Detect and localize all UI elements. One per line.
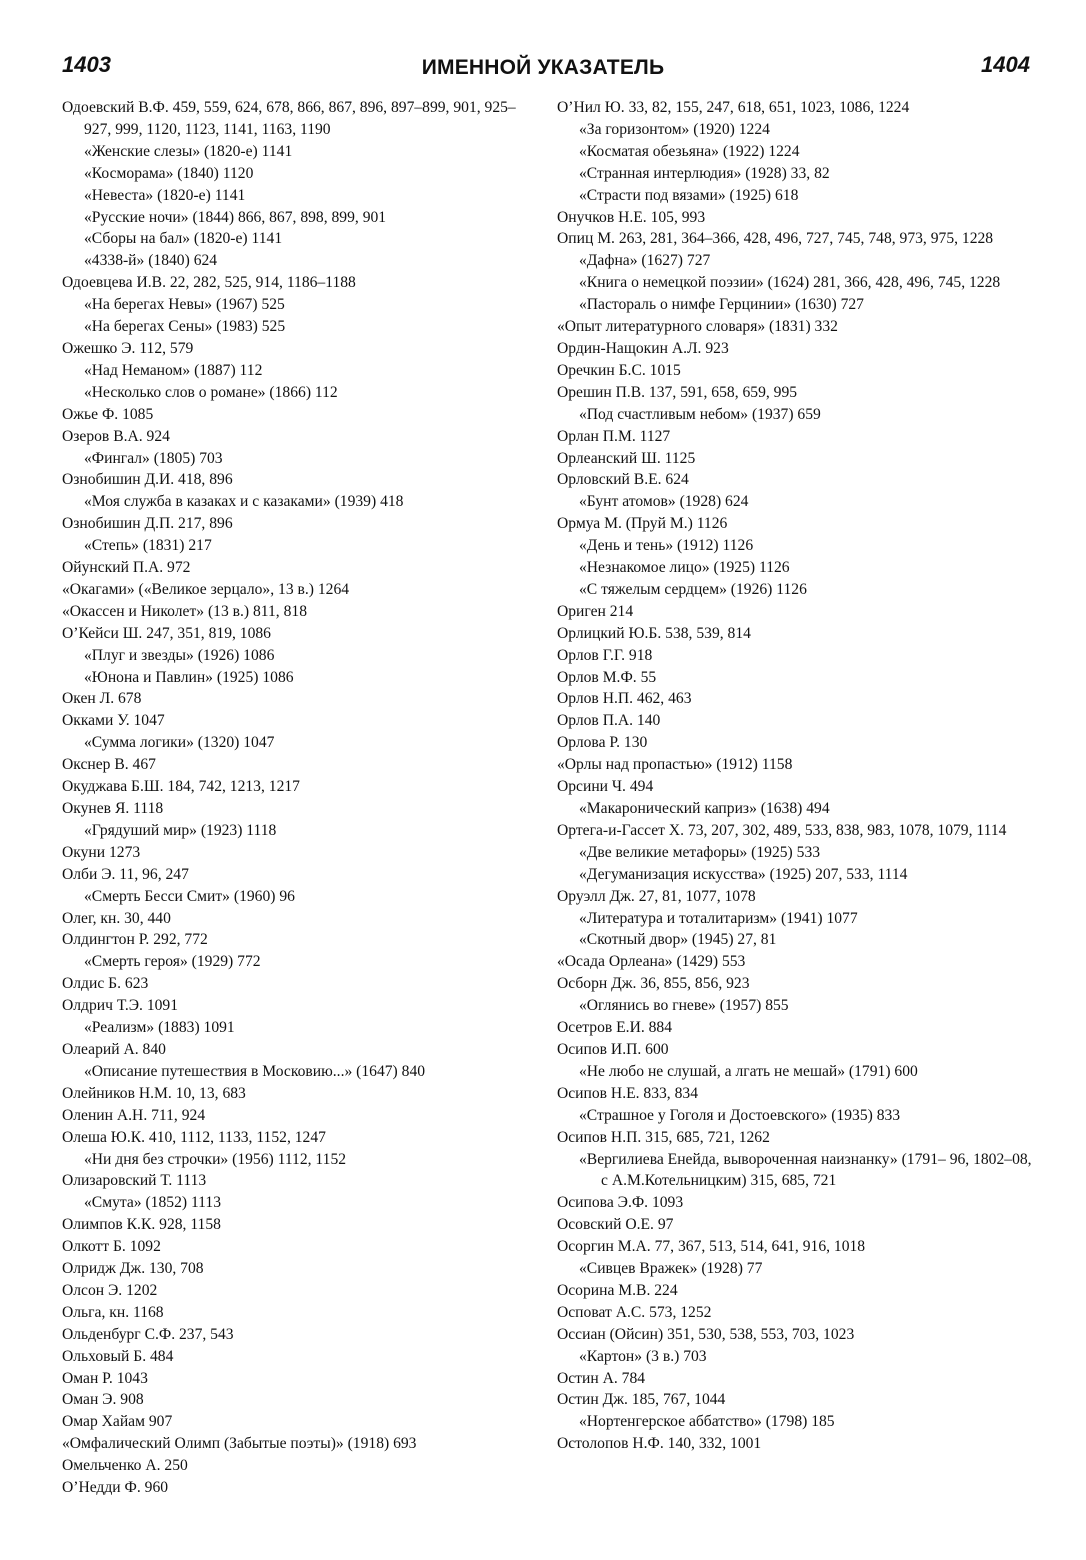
index-entry: Орлицкий Ю.Б. 538, 539, 814	[557, 624, 751, 642]
index-entry: Олдингтон Р. 292, 772	[62, 931, 208, 949]
index-entry: Осборн Дж. 36, 855, 856, 923	[557, 975, 750, 993]
index-entry: Осипов Н.Е. 833, 834	[557, 1084, 698, 1102]
index-entry: Омар Хайам 907	[62, 1413, 173, 1431]
index-subentry: «Оглянись во гневе» (1957) 855	[579, 997, 789, 1015]
index-entry: Окен Л. 678	[62, 690, 142, 708]
index-subentry: «Русские ночи» (1844) 866, 867, 898, 899, 901	[84, 208, 387, 226]
index-subentry: «Невеста» (1820-е) 1141	[84, 186, 246, 204]
index-entry: Опиц М. 263, 281, 364–366, 428, 496, 727, 745, 748, 973, 975, 1228	[557, 230, 994, 248]
index-entry: Окснер В. 467	[62, 756, 156, 774]
index-subentry: «Макаронический каприз» (1638) 494	[579, 800, 830, 817]
index-subentry: «Косморама» (1840) 1120	[84, 164, 254, 182]
index-entry: «Опыт литературного словаря» (1831) 332	[557, 318, 838, 336]
index-entry: Остин А. 784	[557, 1369, 646, 1387]
index-entry: Ольга, кн. 1168	[62, 1303, 164, 1321]
index-entry: Ольховый Б. 484	[62, 1347, 174, 1365]
index-entry: Ожешко Э. 112, 579	[62, 339, 194, 357]
index-subentry: «Описание путешествия в Московию...» (1647) 840	[84, 1062, 426, 1080]
index-entry: Ордин-Нащокин А.Л. 923	[557, 339, 729, 357]
index-entry: Олсон Э. 1202	[62, 1281, 158, 1299]
index-entry: «Осада Орлеана» (1429) 553	[557, 953, 746, 971]
page-number-left: 1403	[62, 52, 111, 77]
index-entry: Омельченко А. 250	[62, 1457, 188, 1475]
index-subentry: «4338-й» (1840) 624	[84, 252, 218, 270]
index-entry: Одоевский В.Ф. 459, 559, 624, 678, 866, 867, 896, 897–899, 901, 925–927, 999, 1120, 1123, 1141, 1163, 1190	[62, 99, 516, 138]
index-entry: Ожье Ф. 1085	[62, 405, 154, 423]
index-entry: Окуни 1273	[62, 843, 141, 861]
index-entry: Ознобишин Д.П. 217, 896	[62, 515, 233, 533]
index-subentry: «Смерть Бесси Смит» (1960) 96	[84, 887, 295, 905]
index-subentry: «Вергилиева Енейда, вывороченная наизнанку» (1791– 96, 1802–08, с А.М.Котельницким) 315, 685, 721	[579, 1150, 1032, 1190]
index-entry: Олкотт Б. 1092	[62, 1238, 161, 1256]
index-subentry: «Нортенгерское аббатство» (1798) 185	[579, 1413, 835, 1431]
index-subentry: «Не любо не слушай, а лгать не мешай» (1791) 600	[579, 1062, 918, 1080]
index-entry: Орлова Р. 130	[557, 734, 648, 752]
index-entry: Олейников Н.М. 10, 13, 683	[62, 1084, 246, 1102]
index-entry: Осовский О.Е. 97	[557, 1216, 674, 1234]
index-entry: Осипов И.П. 600	[557, 1040, 669, 1058]
index-entry: Олби Э. 11, 96, 247	[62, 865, 189, 883]
index-subentry: «Над Неманом» (1887) 112	[84, 361, 263, 379]
index-subentry: «Сумма логики» (1320) 1047	[84, 734, 275, 752]
page-title: ИМЕННОЙ УКАЗАТЕЛЬ	[421, 56, 665, 79]
index-entry: «Окассен и Николет» (13 в.) 811, 818	[62, 602, 307, 620]
index-entry: Орлов М.Ф. 55	[557, 668, 657, 686]
index-entry: Олеарий А. 840	[62, 1040, 166, 1058]
index-subentry: «Несколько слов о романе» (1866) 112	[84, 383, 338, 401]
index-subentry: «Косматая обезьяна» (1922) 1224	[579, 142, 800, 160]
index-subentry: «Книга о немецкой поэзии» (1624) 281, 366, 428, 496, 745, 1228	[579, 274, 1001, 292]
index-entry: Оленин А.Н. 711, 924	[62, 1106, 206, 1124]
index-subentry: «Ни дня без строчки» (1956) 1112, 1152	[84, 1150, 347, 1168]
index-subentry: «Скотный двор» (1945) 27, 81	[579, 931, 777, 949]
index-subentry: «Страшное у Гоголя и Достоевского» (1935) 833	[579, 1106, 901, 1124]
index-entry: Ортега-и-Гассет Х. 73, 207, 302, 489, 533, 838, 983, 1078, 1079, 1114	[557, 821, 1007, 839]
index-subentry: «С тяжелым сердцем» (1926) 1126	[579, 580, 807, 598]
index-entry: Олизаровский Т. 1113	[62, 1172, 207, 1190]
index-entry: Орсини Ч. 494	[557, 778, 654, 796]
index-subentry: «Незнакомое лицо» (1925) 1126	[579, 559, 790, 577]
index-subentry: «Фингал» (1805) 703	[84, 449, 223, 467]
index-subentry: «Странная интерлюдия» (1928) 33, 82	[579, 164, 830, 182]
index-entry: «Орлы над пропастью» (1912) 1158	[557, 756, 793, 774]
index-entry: Ознобишин Д.И. 418, 896	[62, 471, 233, 489]
index-entry: Олдис Б. 623	[62, 975, 149, 993]
index-subentry: «Литература и тоталитаризм» (1941) 1077	[579, 909, 858, 927]
index-entry: Окунев Я. 1118	[62, 800, 164, 817]
index-entry: Олридж Дж. 130, 708	[62, 1260, 204, 1278]
index-subentry: «Грядуший мир» (1923) 1118	[84, 821, 277, 839]
index-entry: Оссиан (Ойсин) 351, 530, 538, 553, 703, 1023	[557, 1325, 855, 1343]
index-entry: Ойунский П.А. 972	[62, 559, 191, 577]
index-subentry: «Бунт атомов» (1928) 624	[579, 493, 749, 511]
index-subentry: «Две великие метафоры» (1925) 533	[579, 843, 821, 861]
index-subentry: «Сборы на бал» (1820-е) 1141	[84, 230, 283, 248]
index-subentry: «За горизонтом» (1920) 1224	[579, 120, 770, 138]
index-subentry: «Степь» (1831) 217	[84, 537, 212, 555]
index-entry: Окками У. 1047	[62, 712, 165, 730]
index-entry: Орлов Г.Г. 918	[557, 646, 653, 664]
index-subentry: «Моя служба в казаках и с казаками» (1939) 418	[84, 493, 404, 511]
index-entry: «Окагами» («Великое зерцало», 13 в.) 1264	[62, 580, 350, 598]
index-entry: Окуджава Б.Ш. 184, 742, 1213, 1217	[62, 778, 300, 796]
index-subentry: «Реализм» (1883) 1091	[84, 1019, 235, 1037]
index-entry: Осоргин М.А. 77, 367, 513, 514, 641, 916, 1018	[557, 1238, 866, 1256]
index-entry: Осорина М.В. 224	[557, 1281, 678, 1299]
index-entry: Орлеанский Ш. 1125	[557, 449, 696, 467]
page-number-right: 1404	[981, 52, 1030, 77]
index-entry: Ольденбург С.Ф. 237, 543	[62, 1325, 234, 1343]
index-entry: Оруэлл Дж. 27, 81, 1077, 1078	[557, 887, 756, 905]
index-entry: Орешин П.В. 137, 591, 658, 659, 995	[557, 383, 798, 401]
index-entry: Олег, кн. 30, 440	[62, 909, 171, 927]
index-subentry: «На берегах Сены» (1983) 525	[84, 318, 286, 336]
index-entry: Олимпов К.К. 928, 1158	[62, 1216, 221, 1234]
index-entry: Онучков Н.Е. 105, 993	[557, 208, 706, 226]
index-entry: Орловский В.Е. 624	[557, 471, 689, 489]
index-entry: Остин Дж. 185, 767, 1044	[557, 1391, 726, 1409]
index-subentry: «Плуг и звезды» (1926) 1086	[84, 646, 275, 664]
index-entry: Ормуа М. (Пруй М.) 1126	[557, 515, 728, 533]
index-subentry: «Сивцев Вражек» (1928) 77	[579, 1260, 763, 1278]
index-subentry: «День и тень» (1912) 1126	[579, 537, 754, 555]
index-subentry: «На берегах Невы» (1967) 525	[84, 296, 285, 314]
index-subentry: «Картон» (3 в.) 703	[579, 1347, 707, 1365]
index-entry: Осетров Е.И. 884	[557, 1019, 673, 1037]
index-entry: О’Недди Ф. 960	[62, 1479, 169, 1497]
index-entry: Осповат А.С. 573, 1252	[557, 1303, 712, 1321]
index-entry: Орлан П.М. 1127	[557, 427, 671, 445]
index-subentry: «Пастораль о нимфе Герцинии» (1630) 727	[579, 296, 864, 314]
index-subentry: «Дафна» (1627) 727	[579, 252, 711, 270]
index-column-left	[62, 97, 540, 1499]
index-entry: Озеров В.А. 924	[62, 427, 170, 445]
index-entry: Оман Э. 908	[62, 1391, 144, 1409]
index-entry: Одоевцева И.В. 22, 282, 525, 914, 1186–1188	[62, 274, 356, 292]
index-subentry: «Смута» (1852) 1113	[84, 1194, 221, 1212]
index-subentry: «Юнона и Павлин» (1925) 1086	[84, 668, 294, 686]
index-entry: Оман Р. 1043	[62, 1369, 148, 1387]
index-entry: Осипова Э.Ф. 1093	[557, 1194, 684, 1212]
index-subentry: «Женские слезы» (1820-е) 1141	[84, 142, 293, 160]
index-entry: Орлов П.А. 140	[557, 712, 661, 730]
index-entry: Орлов Н.П. 462, 463	[557, 690, 692, 708]
index-entry: «Омфалический Олимп (Забытые поэты)» (1918) 693	[62, 1435, 417, 1453]
index-subentry: «Смерть героя» (1929) 772	[84, 953, 261, 971]
index-entry: Остолопов Н.Ф. 140, 332, 1001	[557, 1435, 762, 1453]
index-column-right	[557, 97, 1035, 1455]
index-entry: О’Кейси Ш. 247, 351, 819, 1086	[62, 624, 271, 642]
index-subentry: «Под счастливым небом» (1937) 659	[579, 405, 821, 423]
index-entry: Осипов Н.П. 315, 685, 721, 1262	[557, 1128, 770, 1146]
index-subentry: «Дегуманизация искусства» (1925) 207, 533, 1114	[579, 865, 908, 883]
index-entry: Олдрич Т.Э. 1091	[62, 997, 179, 1015]
index-subentry: «Страсти под вязами» (1925) 618	[579, 186, 799, 204]
index-entry: Ориген 214	[557, 602, 634, 620]
index-entry: Оречкин Б.С. 1015	[557, 361, 681, 379]
index-entry: Олеша Ю.К. 410, 1112, 1133, 1152, 1247	[62, 1128, 326, 1146]
index-entry: О’Нил Ю. 33, 82, 155, 247, 618, 651, 1023, 1086, 1224	[557, 99, 910, 116]
